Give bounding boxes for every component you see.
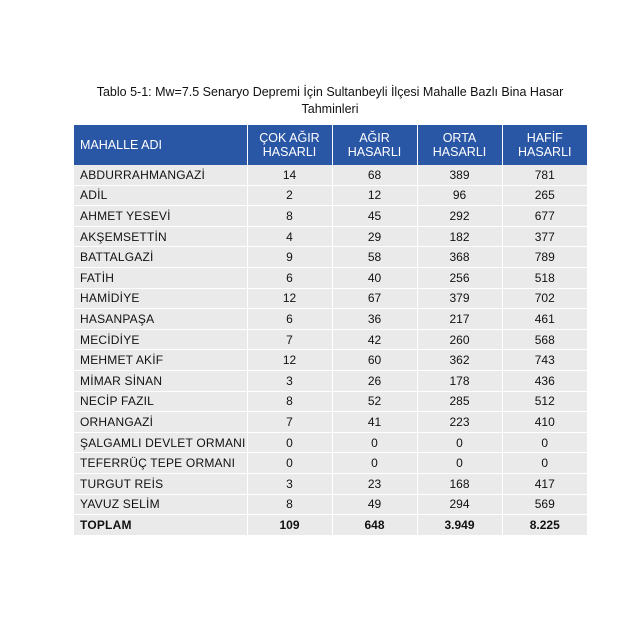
cell-light: 568	[502, 329, 587, 350]
cell-moderate: 379	[417, 288, 502, 309]
table-header	[74, 125, 587, 165]
cell-light: 518	[502, 267, 587, 288]
cell-heavy: 26	[332, 370, 417, 391]
cell-moderate: 294	[417, 494, 502, 515]
header-moderate-line1: ORTA	[442, 131, 477, 145]
cell-moderate: 256	[417, 267, 502, 288]
cell-very-heavy: 3	[247, 370, 332, 391]
cell-neighborhood: AHMET YESEVİ	[74, 206, 247, 227]
cell-moderate: 168	[417, 473, 502, 494]
header-light-line2: HASARLI	[518, 145, 572, 159]
cell-very-heavy: 7	[247, 329, 332, 350]
cell-neighborhood: NECİP FAZIL	[74, 391, 247, 412]
cell-light: 781	[502, 165, 587, 185]
cell-moderate: 96	[417, 185, 502, 206]
cell-light: 8.225	[502, 515, 587, 536]
cell-heavy: 58	[332, 247, 417, 268]
cell-light: 436	[502, 370, 587, 391]
cell-neighborhood: FATİH	[74, 267, 247, 288]
cell-neighborhood: ADİL	[74, 185, 247, 206]
cell-neighborhood: HASANPAŞA	[74, 309, 247, 330]
cell-light: 461	[502, 309, 587, 330]
cell-neighborhood: TOPLAM	[74, 515, 247, 536]
cell-very-heavy: 6	[247, 267, 332, 288]
cell-heavy: 23	[332, 473, 417, 494]
cell-heavy: 60	[332, 350, 417, 371]
table-row	[74, 185, 587, 206]
table-row	[74, 288, 587, 309]
cell-heavy: 40	[332, 267, 417, 288]
table-row	[74, 350, 587, 371]
cell-heavy: 12	[332, 185, 417, 206]
cell-moderate: 292	[417, 206, 502, 227]
cell-heavy: 52	[332, 391, 417, 412]
table-row	[74, 473, 587, 494]
cell-very-heavy: 0	[247, 432, 332, 453]
header-heavy	[332, 125, 417, 165]
cell-moderate: 217	[417, 309, 502, 330]
cell-heavy: 68	[332, 165, 417, 185]
table-row	[74, 329, 587, 350]
cell-heavy: 29	[332, 226, 417, 247]
cell-moderate: 0	[417, 432, 502, 453]
cell-heavy: 0	[332, 453, 417, 474]
header-moderate	[417, 125, 502, 165]
cell-neighborhood: TEFERRÜÇ TEPE ORMANI	[74, 453, 247, 474]
cell-neighborhood: BATTALGAZİ	[74, 247, 247, 268]
table-row	[74, 412, 587, 433]
caption-line-2: Tahminleri	[301, 102, 359, 116]
cell-moderate: 285	[417, 391, 502, 412]
cell-moderate: 389	[417, 165, 502, 185]
cell-moderate: 0	[417, 453, 502, 474]
cell-neighborhood: HAMİDİYE	[74, 288, 247, 309]
cell-neighborhood: MEHMET AKİF	[74, 350, 247, 371]
cell-light: 417	[502, 473, 587, 494]
cell-light: 0	[502, 453, 587, 474]
header-very-heavy	[247, 125, 332, 165]
table-row	[74, 267, 587, 288]
cell-light: 569	[502, 494, 587, 515]
table-row	[74, 309, 587, 330]
cell-light: 743	[502, 350, 587, 371]
table-caption	[70, 84, 590, 118]
cell-neighborhood: ORHANGAZİ	[74, 412, 247, 433]
cell-moderate: 362	[417, 350, 502, 371]
header-neighborhood: MAHALLE ADI	[74, 125, 247, 165]
damage-estimate-table	[74, 125, 587, 536]
table-row	[74, 432, 587, 453]
cell-very-heavy: 2	[247, 185, 332, 206]
total-row	[74, 515, 587, 536]
cell-very-heavy: 0	[247, 453, 332, 474]
header-light	[502, 125, 587, 165]
cell-very-heavy: 3	[247, 473, 332, 494]
cell-heavy: 41	[332, 412, 417, 433]
cell-very-heavy: 9	[247, 247, 332, 268]
table-row	[74, 370, 587, 391]
cell-light: 677	[502, 206, 587, 227]
cell-very-heavy: 109	[247, 515, 332, 536]
table-row	[74, 494, 587, 515]
cell-very-heavy: 12	[247, 288, 332, 309]
cell-very-heavy: 6	[247, 309, 332, 330]
cell-moderate: 182	[417, 226, 502, 247]
table-row	[74, 206, 587, 227]
cell-neighborhood: MİMAR SİNAN	[74, 370, 247, 391]
cell-very-heavy: 8	[247, 494, 332, 515]
cell-moderate: 178	[417, 370, 502, 391]
cell-heavy: 67	[332, 288, 417, 309]
cell-light: 0	[502, 432, 587, 453]
table-row	[74, 391, 587, 412]
cell-very-heavy: 8	[247, 391, 332, 412]
header-moderate-line2: HASARLI	[432, 145, 487, 159]
cell-neighborhood: YAVUZ SELİM	[74, 494, 247, 515]
header-light-line1: HAFİF	[526, 131, 563, 145]
cell-light: 377	[502, 226, 587, 247]
cell-light: 702	[502, 288, 587, 309]
cell-heavy: 49	[332, 494, 417, 515]
cell-heavy: 0	[332, 432, 417, 453]
cell-light: 410	[502, 412, 587, 433]
cell-heavy: 36	[332, 309, 417, 330]
cell-light: 512	[502, 391, 587, 412]
cell-light: 265	[502, 185, 587, 206]
header-heavy-line1: AĞIR	[359, 131, 390, 145]
cell-moderate: 260	[417, 329, 502, 350]
table-row	[74, 165, 587, 185]
header-heavy-line2: HASARLI	[347, 145, 402, 159]
cell-neighborhood: TURGUT REİS	[74, 473, 247, 494]
header-very-heavy-line2: HASARLI	[262, 145, 317, 159]
table-row	[74, 453, 587, 474]
table-row	[74, 247, 587, 268]
caption-line-1: Tablo 5-1: Mw=7.5 Senaryo Depremi İçin Sultanbeyli İlçesi Mahalle Bazlı Bina Hasar	[96, 85, 564, 99]
header-very-heavy-line1: ÇOK AĞIR	[259, 131, 320, 145]
cell-moderate: 368	[417, 247, 502, 268]
cell-moderate: 223	[417, 412, 502, 433]
cell-heavy: 648	[332, 515, 417, 536]
cell-very-heavy: 8	[247, 206, 332, 227]
table-body	[74, 165, 587, 535]
cell-neighborhood: AKŞEMSETTİN	[74, 226, 247, 247]
cell-heavy: 45	[332, 206, 417, 227]
cell-very-heavy: 4	[247, 226, 332, 247]
cell-heavy: 42	[332, 329, 417, 350]
cell-very-heavy: 7	[247, 412, 332, 433]
cell-very-heavy: 12	[247, 350, 332, 371]
cell-very-heavy: 14	[247, 165, 332, 185]
cell-neighborhood: MECİDİYE	[74, 329, 247, 350]
cell-neighborhood: ABDURRAHMANGAZİ	[74, 165, 247, 185]
cell-moderate: 3.949	[417, 515, 502, 536]
table-row	[74, 226, 587, 247]
cell-light: 789	[502, 247, 587, 268]
cell-neighborhood: ŞALGAMLI DEVLET ORMANI	[74, 432, 247, 453]
